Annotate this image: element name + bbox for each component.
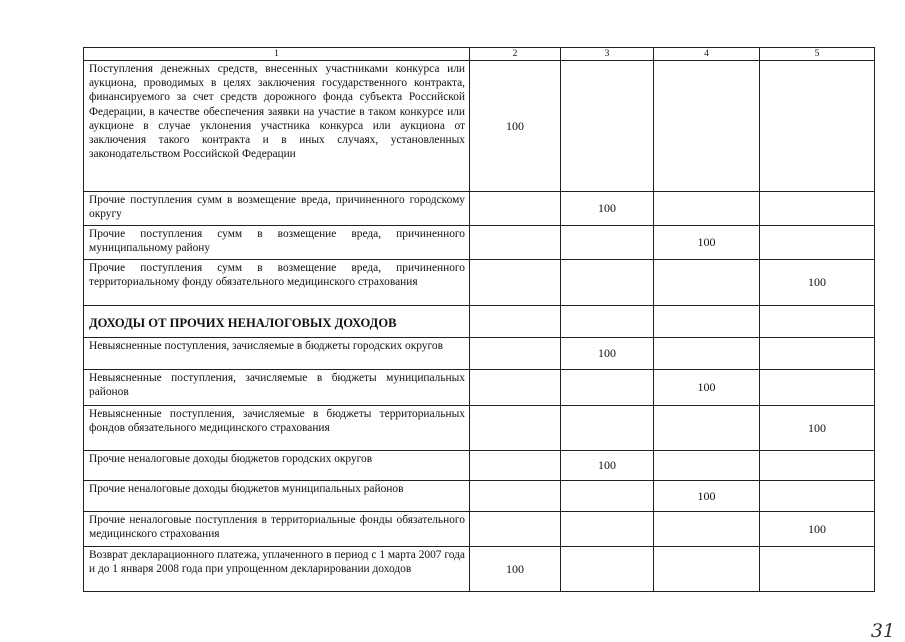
percentage-cell xyxy=(561,512,654,547)
percentage-cell xyxy=(760,338,875,370)
revenue-description: Прочие неналоговые доходы бюджетов городских округов xyxy=(84,451,470,481)
percentage-cell xyxy=(654,338,760,370)
percentage-cell xyxy=(561,61,654,192)
table-row xyxy=(84,61,875,192)
percentage-cell xyxy=(760,61,875,192)
percentage-cell xyxy=(654,451,760,481)
percentage-cell: 100 xyxy=(760,260,875,306)
revenue-description: Прочие поступления сумм в возмещение вреда, причиненного муниципальному району xyxy=(84,226,470,260)
percentage-cell: 100 xyxy=(470,547,561,592)
table-row xyxy=(84,370,875,406)
column-number: 5 xyxy=(760,48,875,61)
table-row xyxy=(84,338,875,370)
percentage-cell xyxy=(654,61,760,192)
percentage-cell xyxy=(561,481,654,512)
revenue-description: Прочие неналоговые доходы бюджетов муниципальных районов xyxy=(84,481,470,512)
percentage-cell xyxy=(760,481,875,512)
percentage-cell xyxy=(760,451,875,481)
table-row xyxy=(84,406,875,451)
percentage-cell: 100 xyxy=(654,226,760,260)
percentage-cell xyxy=(654,260,760,306)
table-row xyxy=(84,547,875,592)
percentage-cell xyxy=(561,260,654,306)
column-number: 3 xyxy=(561,48,654,61)
revenue-description: Невыясненные поступления, зачисляемые в бюджеты территориальных фондов обязательного медицинского страхования xyxy=(84,406,470,451)
revenue-description: Прочие поступления сумм в возмещение вреда, причиненного городскому округу xyxy=(84,192,470,226)
column-number-row xyxy=(84,48,875,61)
revenue-description: Невыясненные поступления, зачисляемые в бюджеты городских округов xyxy=(84,338,470,370)
percentage-cell xyxy=(470,481,561,512)
column-number: 4 xyxy=(654,48,760,61)
percentage-cell xyxy=(470,260,561,306)
percentage-cell xyxy=(654,406,760,451)
percentage-cell xyxy=(470,306,561,338)
table-row xyxy=(84,451,875,481)
percentage-cell xyxy=(561,547,654,592)
column-number: 1 xyxy=(84,48,470,61)
percentage-cell xyxy=(654,192,760,226)
revenue-description: Поступления денежных средств, внесенных участниками конкурса или аукциона, проводимых в целях заключения государственного контракта, финансируемого за счет средств дорожного фонда субъекта Российской Федерации, в качестве обеспечения заявки на участие в таком конкурсе или аукционе в случае уклонения участника конкурса или аукциона от заключения такого контракта и в иных случаях, установленных законодательством Российской Федерации xyxy=(84,61,470,192)
percentage-cell: 100 xyxy=(760,406,875,451)
percentage-cell xyxy=(561,226,654,260)
percentage-cell xyxy=(760,370,875,406)
percentage-cell xyxy=(654,512,760,547)
revenue-description: Невыясненные поступления, зачисляемые в бюджеты муниципальных районов xyxy=(84,370,470,406)
percentage-cell xyxy=(470,512,561,547)
percentage-cell xyxy=(470,451,561,481)
percentage-cell: 100 xyxy=(561,338,654,370)
percentage-cell xyxy=(654,306,760,338)
percentage-cell xyxy=(654,547,760,592)
percentage-cell xyxy=(561,306,654,338)
percentage-cell xyxy=(561,406,654,451)
revenue-description: Прочие неналоговые поступления в территориальные фонды обязательного медицинского страхования xyxy=(84,512,470,547)
table-row xyxy=(84,192,875,226)
percentage-cell xyxy=(760,306,875,338)
page-number-handwritten: 31 xyxy=(870,620,895,642)
percentage-cell xyxy=(470,406,561,451)
percentage-cell: 100 xyxy=(470,61,561,192)
percentage-cell xyxy=(760,192,875,226)
percentage-cell: 100 xyxy=(561,192,654,226)
percentage-cell xyxy=(470,192,561,226)
table-row xyxy=(84,512,875,547)
percentage-cell xyxy=(470,226,561,260)
section-heading-row xyxy=(84,306,875,338)
percentage-cell xyxy=(470,338,561,370)
revenue-distribution-table xyxy=(83,47,875,592)
percentage-cell xyxy=(760,226,875,260)
percentage-cell: 100 xyxy=(654,481,760,512)
revenue-description: Возврат декларационного платежа, уплаченного в период с 1 марта 2007 года и до 1 января 2008 года при упрощенном декларировании доходов xyxy=(84,547,470,592)
percentage-cell xyxy=(470,370,561,406)
percentage-cell xyxy=(561,370,654,406)
table-row xyxy=(84,226,875,260)
percentage-cell: 100 xyxy=(760,512,875,547)
revenue-description: Прочие поступления сумм в возмещение вреда, причиненного территориальному фонду обязательного медицинского страхования xyxy=(84,260,470,306)
table-body xyxy=(84,48,875,592)
table-row xyxy=(84,260,875,306)
percentage-cell: 100 xyxy=(654,370,760,406)
percentage-cell: 100 xyxy=(561,451,654,481)
column-number: 2 xyxy=(470,48,561,61)
percentage-cell xyxy=(760,547,875,592)
section-heading: ДОХОДЫ ОТ ПРОЧИХ НЕНАЛОГОВЫХ ДОХОДОВ xyxy=(84,306,470,338)
table-row xyxy=(84,481,875,512)
